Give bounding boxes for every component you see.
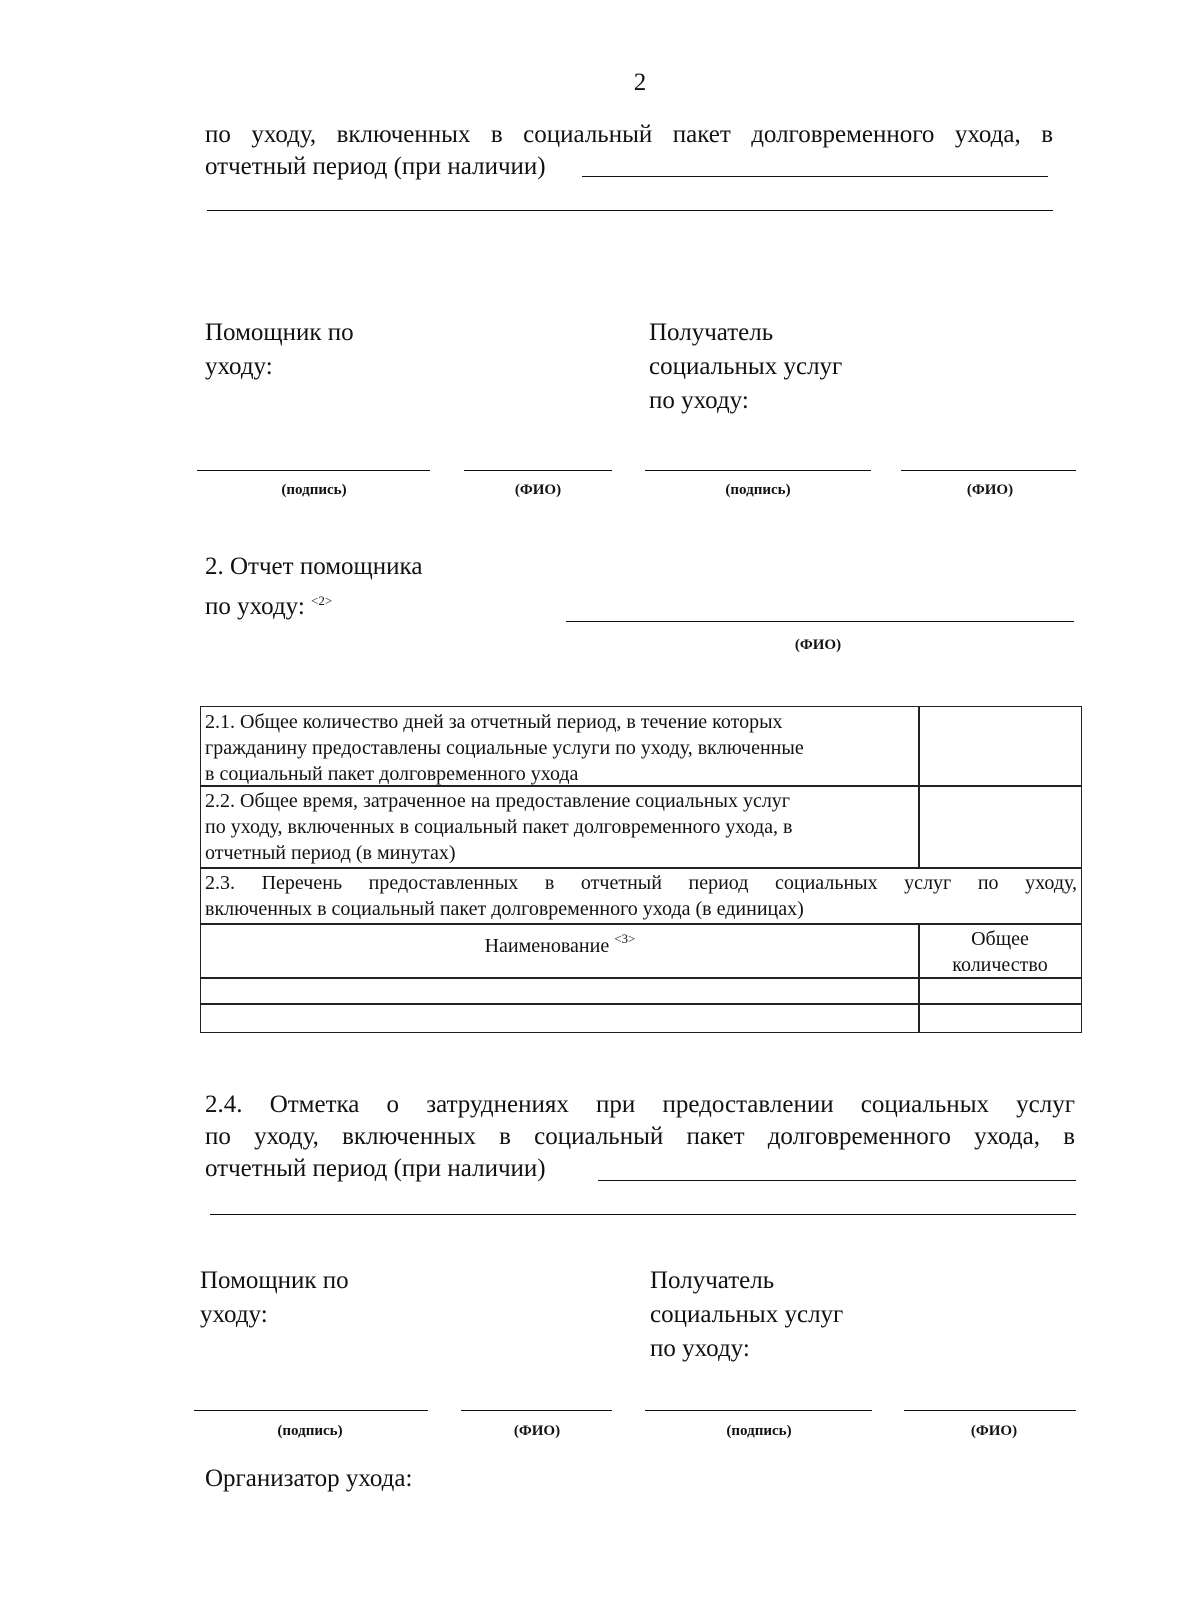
caption-fio: (ФИО) (966, 482, 1014, 498)
assistant-label-line-1: Помощник по (200, 1267, 349, 1294)
assistant-label (200, 1264, 349, 1332)
caption-signature: (подпись) (281, 482, 347, 498)
row-2-3-line-1: 2.3. Перечень предоставленных в отчетный период социальных услуг по уходу, (205, 872, 1077, 894)
recipient-label (649, 316, 842, 418)
difficulties-fill-line-2[interactable] (210, 1214, 1076, 1215)
caption-fio: (ФИО) (794, 637, 842, 653)
recipient-label-line-2: социальных услуг (650, 1301, 844, 1328)
footnote-2: <2> (311, 593, 333, 608)
column-header-total (918, 923, 1082, 979)
table-row-value[interactable] (918, 1003, 1082, 1033)
row-2-2-text (200, 785, 920, 869)
caption-signature: (подпись) (725, 482, 791, 498)
recipient-label-line-3: по уходу: (649, 387, 749, 414)
organizer-label: Организатор ухода: (205, 1465, 413, 1492)
section-2-4-line-3: отчетный период (при наличии) (205, 1155, 546, 1182)
difficulties-fill-line-1[interactable] (598, 1180, 1076, 1181)
assistant-label-line-2: уходу: (205, 353, 273, 380)
top-paragraph-fill-line-1 (582, 176, 1048, 177)
row-2-1-line-2: гражданину предоставлены социальные услуги по уходу, включенные (205, 737, 804, 759)
row-2-1-value[interactable] (918, 706, 1082, 787)
assistant-label-line-2: уходу: (200, 1301, 268, 1328)
assistant-label-line-1: Помощник по (205, 319, 354, 346)
top-paragraph-line-2: отчетный период (при наличии) (205, 153, 546, 180)
section-2-4-line-1: 2.4. Отметка о затруднениях при предоставлении социальных услуг (205, 1091, 1075, 1118)
signature-line-recipient[interactable] (645, 1410, 872, 1411)
fio-line-recipient[interactable] (901, 470, 1076, 471)
row-2-1-line-3: в социальный пакет долговременного ухода (205, 763, 579, 785)
fio-line-recipient[interactable] (904, 1410, 1076, 1411)
caption-fio: (ФИО) (514, 482, 562, 498)
section-2-title-line-1: 2. Отчет помощника (205, 553, 423, 580)
fio-line-assistant[interactable] (464, 470, 612, 471)
row-2-2-line-1: 2.2. Общее время, затраченное на предоставление социальных услуг (205, 790, 790, 812)
recipient-label-line-1: Получатель (649, 319, 774, 346)
section-2-title (205, 550, 422, 624)
section-2-4-line-2: по уходу, включенных в социальный пакет долговременного ухода, в (205, 1123, 1075, 1150)
assistant-label (205, 316, 354, 384)
signature-line-recipient[interactable] (645, 470, 871, 471)
column-header-total-line-1: Общее (971, 928, 1029, 950)
recipient-label-line-3: по уходу: (650, 1335, 750, 1362)
signature-line-assistant[interactable] (194, 1410, 428, 1411)
signature-line-assistant[interactable] (197, 470, 430, 471)
page-number: 2 (633, 69, 647, 96)
fio-line-assistant-report[interactable] (566, 621, 1074, 622)
recipient-label-line-1: Получатель (650, 1267, 775, 1294)
recipient-label (650, 1264, 843, 1366)
row-2-2-value[interactable] (918, 785, 1082, 869)
row-2-3-text (200, 867, 1082, 925)
row-2-2-line-3: отчетный период (в минутах) (205, 842, 456, 864)
table-row-value[interactable] (918, 977, 1082, 1005)
caption-signature: (подпись) (726, 1423, 792, 1439)
row-2-1-text (200, 706, 920, 787)
caption-fio: (ФИО) (513, 1423, 561, 1439)
caption-fio: (ФИО) (970, 1423, 1018, 1439)
fio-line-assistant[interactable] (461, 1410, 612, 1411)
table-row[interactable] (200, 1003, 920, 1033)
top-paragraph-line-1: по уходу, включенных в социальный пакет долговременного ухода, в (205, 121, 1053, 148)
column-header-name (200, 923, 920, 979)
column-header-name-text: Наименование (484, 935, 610, 957)
section-2-title-line-2-text: по уходу: (205, 593, 305, 620)
table-row[interactable] (200, 977, 920, 1005)
row-2-3-line-2: включенных в социальный пакет долговременного ухода (в единицах) (205, 898, 804, 920)
column-header-total-line-2: количество (952, 954, 1048, 976)
caption-signature: (подпись) (277, 1423, 343, 1439)
row-2-1-line-1: 2.1. Общее количество дней за отчетный период, в течение которых (205, 711, 783, 733)
section-2-title-line-2 (205, 584, 422, 624)
row-2-2-line-2: по уходу, включенных в социальный пакет долговременного ухода, в (205, 816, 793, 838)
top-paragraph-fill-line-2 (207, 210, 1053, 211)
footnote-3: <3> (614, 931, 636, 946)
recipient-label-line-2: социальных услуг (649, 353, 843, 380)
